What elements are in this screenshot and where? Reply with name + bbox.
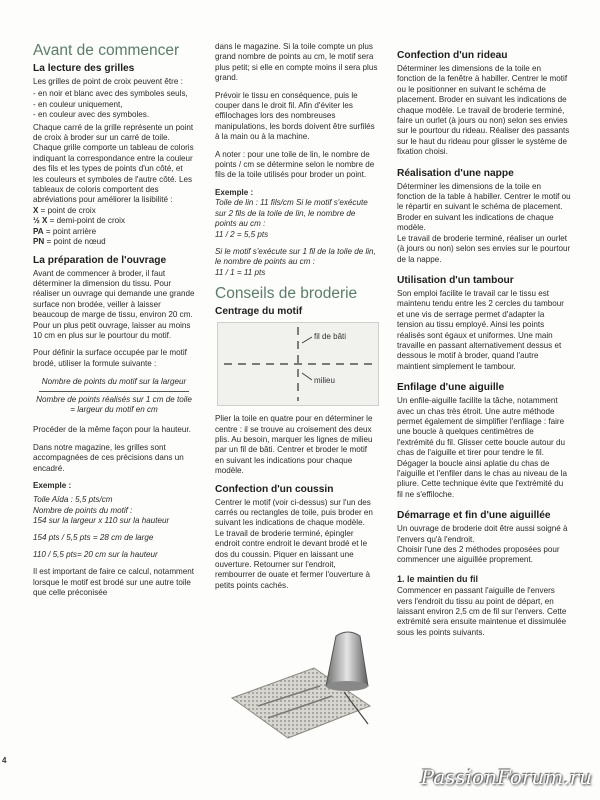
lecture-intro: Les grilles de point de croix peuvent être : (33, 77, 183, 86)
subheading-maintien: 1. le maintien du fil (397, 573, 479, 584)
preparation-p5: Il est important de faire ce calcul, notamment lorsque le motif est brodé sur une autre toile que celle préconisée (33, 567, 195, 598)
list-item: - en noir et blanc avec des symboles seuls, (33, 89, 188, 99)
example-heading: Exemple : (33, 481, 72, 490)
aiguille-text: Un enfile-aiguille facilite la tâche, notamment avec un chas très étroit. Une autre méthode permet également de simplifier l'enfilage : faire une boucle à quelques centimètres de l'extrémité du fil. Glisser cette boucle autour du chas de l'aiguille et tirer pour tendre le fil. Dégager la boucle ainsi aplatie du chas de l'aiguille et l'enfiler dans le chas au niveau de la pliure. Cette technique évite que l'extrémité du fil ne s'effiloche. (397, 396, 568, 499)
list-item: PN = point de nœud (33, 237, 106, 247)
centrage-text: Plier la toile en quatre pour en déterminer le centre : il se trouve au croisement des deux plis. Au besoin, marquer les lignes de milieu par un fil de bâti. Centrer et broder le motif en suivant les indications pour chaque modèle. (215, 414, 373, 476)
list-item: X = point de croix (33, 205, 96, 215)
abbreviation-list (33, 206, 195, 248)
heading-tambour: Utilisation d'un tambour (397, 274, 514, 286)
coussin-p2: Le travail de broderie terminé, épingler endroit contre endroit le devant brodé et le dos du coussin. Piquer en laissant une ouverture. Retourner sur l'endroit, rembourrer de ouate et fermer l'ouverture à petits points cachés. (215, 528, 370, 590)
heading-centrage: Centrage du motif (215, 306, 303, 318)
column-2 (215, 42, 378, 598)
watermark: PassionForum.ru (420, 765, 592, 789)
nappe-p1: Déterminer les dimensions de la toile en fonction de la table à habiller. Centrer le motif ou le répartir en suivant le schéma de placement. Broder en suivant les indications de chaque modèle. (397, 181, 571, 233)
formula-result: = largeur du motif en cm (70, 404, 158, 414)
tambour-text: Son emploi facilite le travail car le tissu est maintenu tendu entre les 2 cercles du tambour et une vis de serrage permet d'adapter la tension au tissu employé. Ainsi les points réalisés sont égaux et uniformes. Une main travaille en passant alternativement dessus et dessous le motif à broder, quand l'autre maintient simplement le tambour. (397, 288, 564, 371)
heading-aiguille: Enfilage d'une aiguille (397, 382, 505, 394)
list-item: ½ X = demi-point de croix (33, 216, 126, 226)
label-pointer (302, 337, 312, 343)
thimble-fabric-photo (228, 628, 374, 740)
col2-note: A noter : pour une toile de lin, le nombre de points / cm se détermine selon le nombre de fils de la toile utilisés pour broder un point. (215, 149, 375, 180)
heading-lecture-grilles: La lecture des grilles (33, 63, 135, 74)
heading-coussin: Confection d'un coussin (215, 483, 334, 495)
preparation-p4: Dans notre magazine, les grilles sont accompagnées de ces précisions dans un encadré. (33, 442, 184, 473)
column-3 (397, 50, 571, 645)
grid-type-list (33, 89, 195, 120)
thimble-icon (326, 632, 368, 686)
column-1 (33, 42, 195, 606)
formula (33, 377, 195, 415)
thimble-rim (326, 681, 368, 691)
centering-diagram (217, 322, 379, 406)
heading-demarrage: Démarrage et fin d'une aiguillée (397, 510, 551, 522)
example-linen-2-calc: 11 / 2 = 5,5 pts (215, 229, 269, 239)
rideau-text: Déterminer les dimensions de la toile en fonction de la fenêtre à habiller. Centrer le motif ou le positionner en suivant le schéma de placement. Broder en suivant les indications de chaque modèle. Le travail de broderie terminé, faire un ourlet (à jours ou non) selon ses envies sur le pourtour du rideau. Réaliser des passants sur le haut du rideau pour glisser le système de fixation choisi. (397, 64, 570, 157)
example-heading: Exemple : (215, 187, 254, 197)
formula-bar (39, 391, 189, 392)
nappe-p2: Le travail de broderie terminé, réaliser un ourlet (à jours ou non) selon ses envies sur le pourtour de la nappe. (397, 233, 571, 264)
example-line: Nombre de points du motif : (33, 505, 133, 515)
coussin-p1: Centrer le motif (voir ci-dessus) sur l'un des carrés ou rectangles de toile, puis broder en suivant les indications de chaque modèle. (215, 497, 373, 528)
list-item: - en couleur avec des symboles. (33, 110, 150, 120)
example-block (33, 495, 195, 526)
demarrage-p1: Un ouvrage de broderie doit être aussi soigné à l'envers qu'à l'endroit. (397, 524, 568, 544)
col2-p1: dans le magazine. Si la toile compte un plus grand nombre de points au cm, le motif sera plus petit; si elle en compte moins il sera plus grand. (215, 42, 378, 83)
heading-nappe: Réalisation d'une nappe (397, 167, 514, 179)
example-line: 154 sur la largeur x 110 sur la hauteur (33, 516, 170, 526)
preparation-p2: Pour définir la surface occupée par le motif brodé, utiliser la formule suivante : (33, 348, 187, 368)
heading-preparation: La préparation de l'ouvrage (33, 254, 167, 266)
maintien-text: Commencer en passant l'aiguille de l'envers vers l'endroit du tissu au point de départ, en laissant environ 2,5 cm de fil sur l'envers. Cette extrémité sera ensuite maintenue et dissimulée sous les points suivants. (397, 586, 567, 637)
example-linen-1-calc: 11 / 1 = 11 pts (215, 267, 266, 277)
section-title-conseils: Conseils de broderie (215, 285, 358, 303)
lecture-paragraph: Chaque carré de la grille représente un point de croix à broder sur un carré de toile. Chaque grille comporte un tableau de coloris indiquant la correspondance entre la couleur des fils et les types de points d'un côté, et les couleurs et symboles de l'autre côté. Les tableaux de coloris comportent des abréviations pour améliorer la lisibilité : (33, 122, 194, 205)
preparation-p1: Avant de commencer à broder, il faut déterminer la dimension du tissu. Pour réaliser un ouvrage qui demande une grande surface non brodée, veiller à laisser beaucoup de marge de tissu, environ 20 cm. Pour un plus petit ouvrage, laisser au moins 10 cm en plus sur le pourtour du motif. (33, 268, 195, 340)
label-milieu: milieu (314, 376, 335, 386)
photo-illustration (228, 628, 374, 740)
heading-rideau: Confection d'un rideau (397, 50, 508, 61)
calc-height: 110 / 5,5 pts= 20 cm sur la hauteur (33, 550, 158, 560)
calc-width: 154 pts / 5,5 pts = 28 cm de large (33, 532, 154, 542)
list-item: - en couleur uniquement, (33, 99, 123, 109)
formula-denominator: Nombre de points réalisés sur 1 cm de toile (36, 394, 192, 404)
page-number: 4 (2, 756, 7, 765)
example-linen-2: Toile de lin : 11 fils/cm Si le motif s'exécute sur 2 fils de la toile de lin, le nombre de points au cm : (215, 198, 368, 229)
formula-numerator: Nombre de points du motif sur la largeur (41, 377, 187, 387)
demarrage-p2: Choisir l'une des 2 méthodes proposées pour commencer une aiguillée proprement. (397, 545, 560, 565)
example-linen-1: Si le motif s'exécute sur 1 fil de la toile de lin, le nombre de points au cm : (215, 246, 376, 267)
section-title-avant: Avant de commencer (33, 42, 180, 59)
list-item: PA = point arrière (33, 226, 97, 236)
label-fil-de-bati: fil de bâti (314, 332, 347, 342)
preparation-p3: Procéder de la même façon pour la hauteur. (33, 425, 191, 435)
example-line: Toile Aïda : 5,5 pts/cm (33, 495, 113, 505)
col2-p2: Prévoir le tissu en conséquence, puis le couper dans le droit fil. Afin d'éviter les effilochages lors des nombreuses manipulations, les bords doivent être surfilés à la main ou à la machine. (215, 90, 375, 142)
centering-diagram-svg (218, 323, 378, 405)
label-pointer (302, 373, 312, 380)
